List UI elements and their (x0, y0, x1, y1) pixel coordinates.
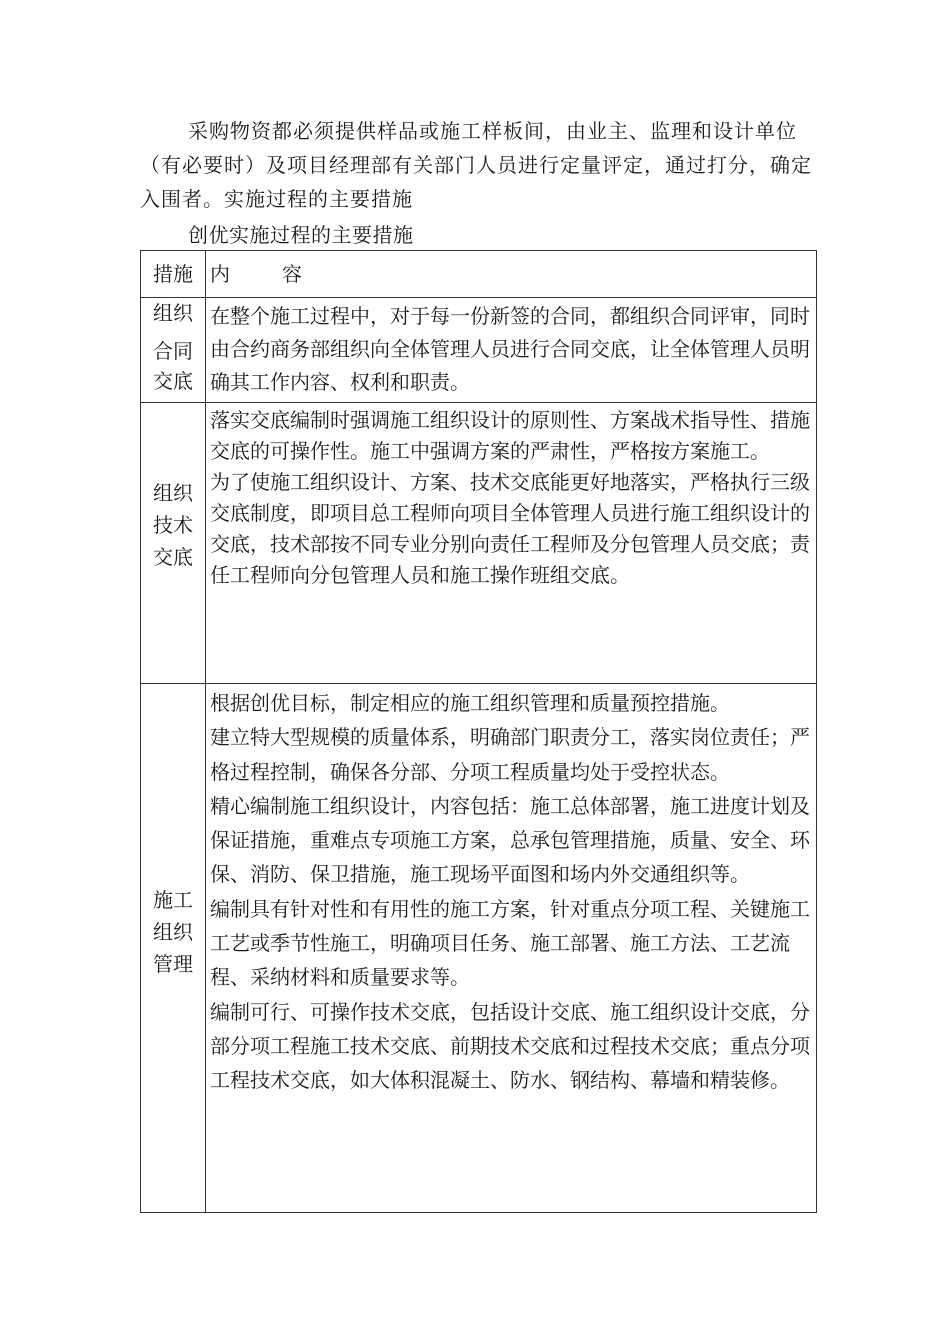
table-row (141, 684, 817, 1213)
measure-label-line: 施工 (153, 888, 193, 912)
measure-cell (141, 298, 206, 403)
content-paragraph: 精心编制施工组织设计，内容包括：施工总体部署，施工进度计划及保证措施，重难点专项施工方案，总承包管理措施，质量、安全、环保、消防、保卫措施，施工现场平面图和场内外交通组织等。 (210, 793, 810, 887)
content-cell (206, 403, 817, 684)
header-content-part1: 内 (210, 262, 230, 286)
content-paragraph: 建立特大型规模的质量体系，明确部门职责分工，落实岗位责任；严格过程控制，确保各分部、分项工程质量均处于受控状态。 (210, 725, 810, 784)
content-paragraph: 编制可行、可操作技术交底，包括设计交底、施工组织设计交底，分部分项工程施工技术交底、前期技术交底和过程技术交底；重点分项工程技术交底，如大体积混凝土、防水、钢结构、幕墙和精装修。 (210, 999, 810, 1093)
header-content (206, 251, 817, 298)
content-paragraph: 为了使施工组织设计、方案、技术交底能更好地落实，严格执行三级交底制度，即项目总工程师向项目全体管理人员进行施工组织设计的交底，技术部按不同专业分别向责任工程师及分包管理人员交底；责任工程师向分包管理人员和施工操作班组交底。 (210, 470, 810, 587)
content-paragraph: 根据创优目标，制定相应的施工组织管理和质量预控措施。 (210, 691, 730, 715)
measure-label-line: 组织 (153, 920, 193, 944)
header-measure: 措施 (141, 251, 206, 298)
measure-label-line: 技术 (153, 513, 193, 537)
content-cell (206, 684, 817, 1213)
measure-label-line: 管理 (153, 952, 193, 976)
table-caption: 创优实施过程的主要措施 (188, 223, 414, 247)
content-paragraph: 在整个施工过程中，对于每一份新签的合同，都组织合同评审，同时由合约商务部组织向全体管理人员进行合同交底，让全体管理人员明确其工作内容、权利和职责。 (210, 304, 810, 394)
content-paragraph: 编制具有针对性和有用性的施工方案，针对重点分项工程、关键施工工艺或季节性施工，明确项目任务、施工部署、施工方法、工艺流程、采纳材料和质量要求等。 (210, 896, 810, 990)
content-paragraph: 落实交底编制时强调施工组织设计的原则性、方案战术指导性、措施交底的可操作性。施工中强调方案的严肃性，严格按方案施工。 (210, 408, 810, 463)
content-cell (206, 298, 817, 403)
table-row (141, 403, 817, 684)
measure-label-line: 交底 (153, 545, 193, 569)
measure-label-line: 合同 (153, 339, 193, 363)
table-row (141, 298, 817, 403)
intro-paragraph: 采购物资都必须提供样品或施工样板间，由业主、监理和设计单位（有必要时）及项目经理部有关部门人员进行定量评定，通过打分，确定入围者。实施过程的主要措施 (140, 119, 812, 211)
measure-cell (141, 684, 206, 1213)
measure-label-line: 组织 (153, 301, 193, 325)
header-content-part2: 容 (282, 262, 302, 286)
measure-label-line: 组织 (153, 481, 193, 505)
measure-label-line: 交底 (153, 369, 193, 393)
table-header-row (141, 251, 817, 298)
measures-table (140, 250, 817, 1213)
measure-cell (141, 403, 206, 684)
